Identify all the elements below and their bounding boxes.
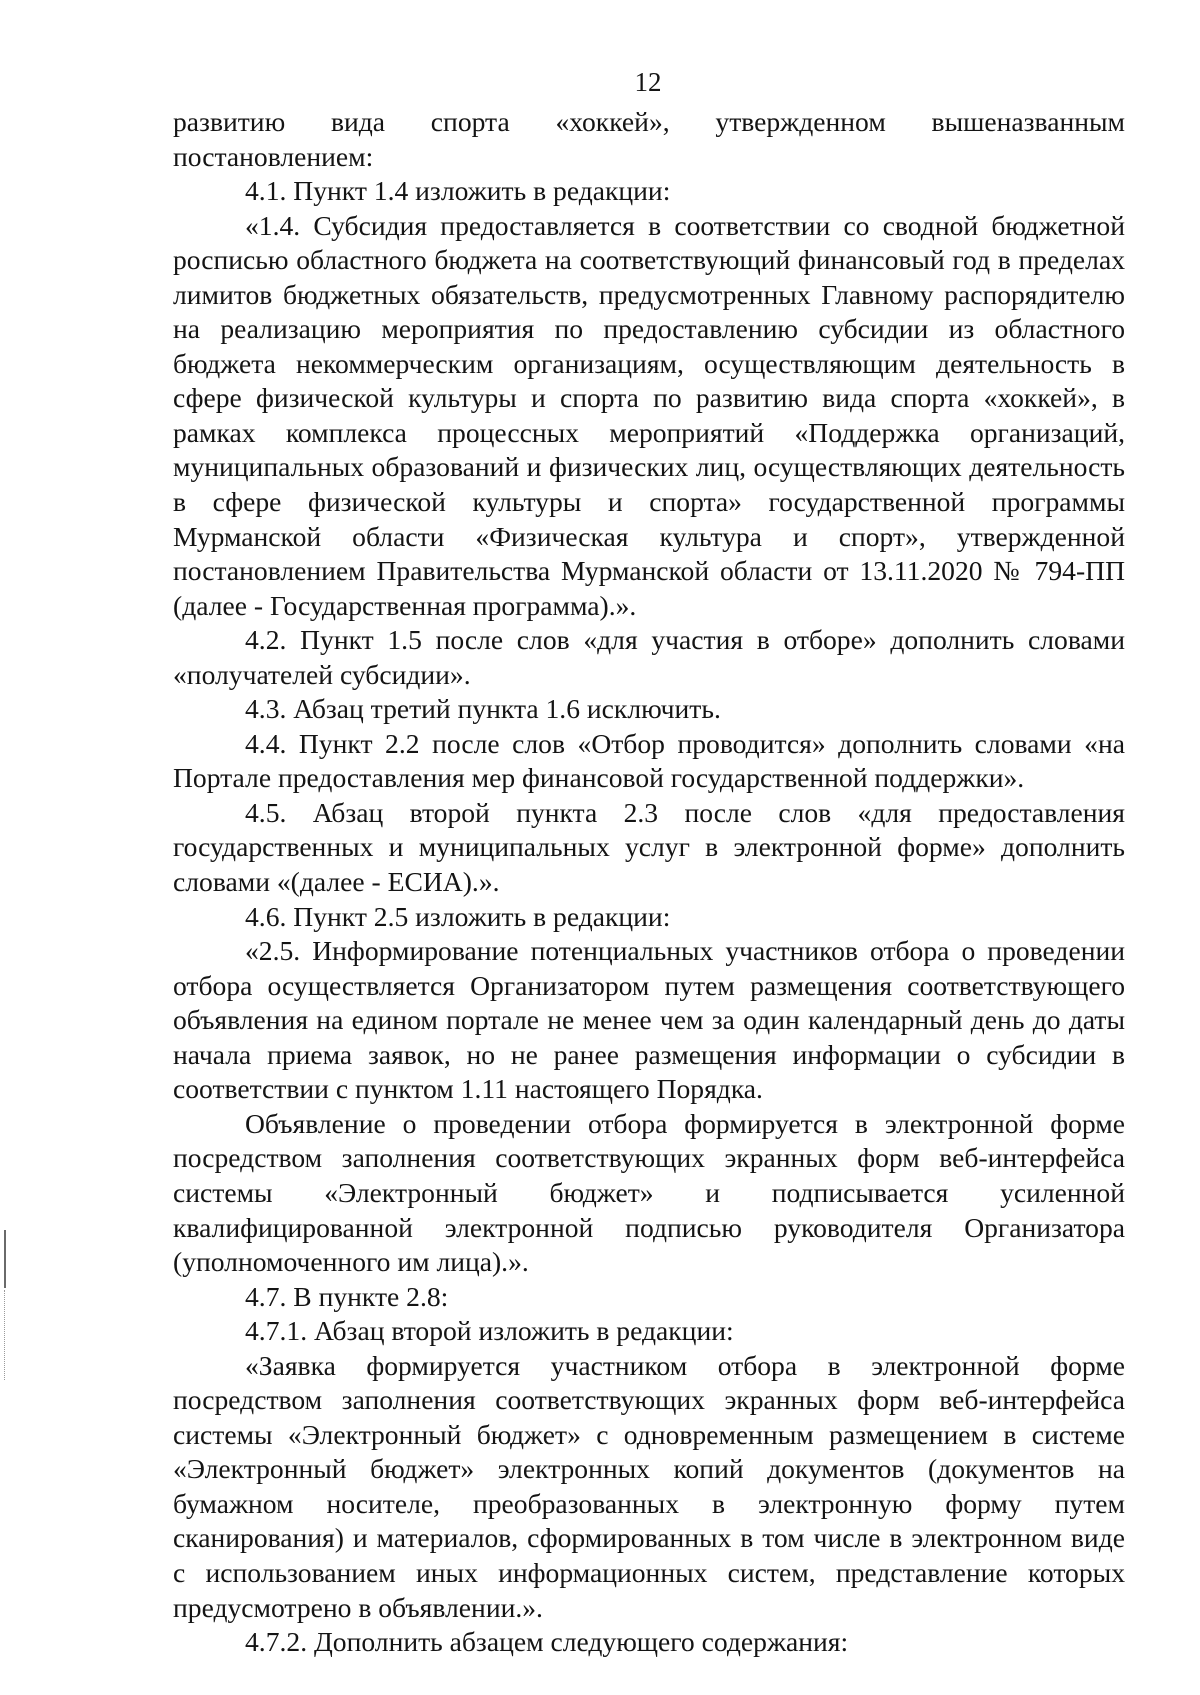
scan-edge-mark [4,1290,7,1380]
page-number: 12 [634,67,662,97]
paragraph: 4.4. Пункт 2.2 после слов «Отбор проводится» дополнить словами «на Портале предоставления мер финансовой государственной поддержки». [173,727,1125,794]
paragraph: 4.7. В пункте 2.8: [245,1280,449,1312]
scan-edge-mark [4,1230,6,1288]
paragraph: «1.4. Субсидия предоставляется в соответствии со сводной бюджетной росписью областного бюджета на соответствующий финансовый год в пределах лимитов бюджетных обязательств, предусмотренных Главному распорядителю на реализацию мероприятия по предоставлению субсидии из областного бюджета некоммерческим организациям, осуществляющим деятельность в сфере физической культуры и спорта по развитию вида спорта «хоккей», в рамках комплекса процессных мероприятий «Поддержка организаций, муниципальных образований и физических лиц, осуществляющих деятельность в сфере физической культуры и спорта» государственной программы Мурманской области «Физическая культура и спорт», утвержденной постановлением Правительства Мурманской области от 13.11.2020 № 794-ПП (далее - Государственная программа).». [173,209,1125,621]
paragraph: развитию вида спорта «хоккей», утвержденном вышеназванным постановлением: [173,106,1125,172]
paragraph: 4.3. Абзац третий пункта 1.6 исключить. [245,693,721,725]
paragraph: 4.7.1. Абзац второй изложить в редакции: [245,1315,734,1347]
paragraph: 4.7.2. Дополнить абзацем следующего содержания: [245,1626,849,1658]
paragraph: 4.2. Пункт 1.5 после слов «для участия в отборе» дополнить словами «получателей субсидии». [173,624,1125,690]
paragraph: 4.1. Пункт 1.4 изложить в редакции: [245,175,671,207]
paragraph: «Заявка формируется участником отбора в электронной форме посредством заполнения соответствующих экранных форм веб-интерфейса системы «Электронный бюджет» с одновременным размещением в системе «Электронный бюджет» электронных копий документов (документов на бумажном носителе, преобразованных в электронную форму путем сканирования) и материалов, сформированных в том числе в электронном виде с использованием иных информационных систем, представление которых предусмотрено в объявлении.». [173,1349,1125,1623]
paragraph: 4.5. Абзац второй пункта 2.3 после слов «для предоставления государственных и муниципальных услуг в электронной форме» дополнить словами «(далее - ЕСИА).». [173,796,1125,898]
paragraph: 4.6. Пункт 2.5 изложить в редакции: [245,900,671,932]
document-body [173,105,1125,1660]
paragraph: Объявление о проведении отбора формируется в электронной форме посредством заполнения соответствующих экранных форм веб-интерфейса системы «Электронный бюджет» и подписывается усиленной квалифицированной электронной подписью руководителя Организатора (уполномоченного им лица).». [173,1107,1125,1278]
paragraph: «2.5. Информирование потенциальных участников отбора о проведении отбора осуществляется Организатором путем размещения соответствующего объявления на едином портале не менее чем за один календарный день до даты начала приема заявок, но не ранее размещения информации о субсидии в соответствии с пунктом 1.11 настоящего Порядка. [173,935,1125,1105]
